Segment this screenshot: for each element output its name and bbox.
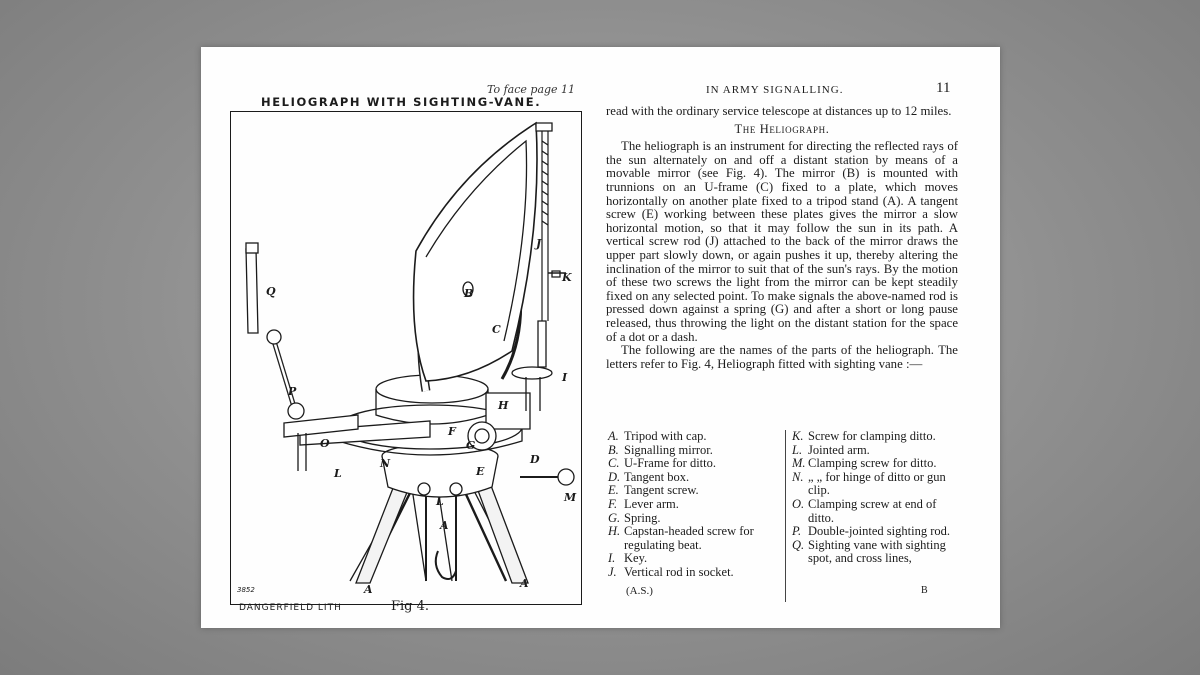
text-page	[606, 47, 966, 628]
svg-text:M: M	[564, 491, 577, 504]
svg-text:D: D	[530, 453, 540, 466]
running-head: IN ARMY SIGNALLING.	[706, 84, 844, 96]
section-heading: The Heliograph.	[734, 121, 830, 136]
signature-mark: (A.S.)	[626, 585, 653, 597]
svg-text:E: E	[476, 465, 485, 478]
parts-column-right	[792, 430, 962, 566]
figure-plate	[201, 47, 601, 628]
part-item: H. Capstan-headed screw for regulating beat.	[608, 524, 754, 552]
part-item: Q. Sighting vane with sighting spot, and cross lines,	[792, 537, 946, 566]
body-text	[606, 105, 958, 371]
svg-text:Q: Q	[266, 285, 276, 298]
figure-caption: Fig 4.	[391, 599, 430, 614]
heliograph-illustration	[230, 111, 582, 605]
svg-text:A: A	[364, 583, 373, 596]
part-item: I. Key.	[608, 551, 648, 566]
svg-text:L: L	[334, 467, 342, 480]
svg-text:L: L	[436, 495, 444, 508]
part-item: A. Tripod with cap.	[608, 429, 707, 443]
page-number: 11	[936, 80, 951, 96]
svg-text:F: F	[448, 425, 456, 438]
part-item: L. Jointed arm.	[792, 442, 870, 457]
paragraph-continuation: read with the ordinary service telescope at distances up to 12 miles.	[606, 104, 952, 118]
part-item: D. Tangent box.	[608, 469, 690, 484]
parts-column-left	[608, 430, 780, 580]
svg-text:I: I	[562, 371, 568, 384]
paragraph-heliograph: The heliograph is an instrument for directing the reflected rays of the sun alternately on and off a distant station by means of a movable mirror (see Fig. 4). The mirror (B) is mounted with trunnions on an U-frame (C) fixed to a plate, which moves horizontally on another plate fixed to a tripod stand (A). A tangent screw (E) working between these plates gives the mirror a slow horizontal motion, so that it may follow the sun in its path. A vertical screw rod (J) attached to the back of the mirror draws the upper part slowly down, or again pushes it up, thereby altering the inclination of the mirror to suit that of the sun's rays. By the motion of these two screws the light from the mirror can be kept steadily fixed on any selected point. To make signals the above-named rod is pressed down against a spring (G) and after a short or long pause released, thus throwing the light on the distant station for the space of a dot or a dash.	[606, 139, 958, 344]
column-divider	[785, 430, 786, 602]
svg-text:N: N	[380, 457, 391, 470]
part-item: J. Vertical rod in socket.	[608, 564, 734, 579]
part-item: E. Tangent screw.	[608, 483, 699, 498]
lithographer-credit: DANGERFIELD LITH	[239, 603, 342, 613]
part-item: F. Lever arm.	[608, 496, 679, 511]
paragraph-parts-intro: The following are the names of the parts of the heliograph. The letters refer to Fig. 4, Heliograph fitted with sighting vane :—	[606, 343, 958, 371]
part-item: N. „ „ for hinge of ditto or gun clip.	[792, 469, 946, 498]
svg-text:P: P	[288, 385, 297, 398]
book-spread	[201, 47, 1000, 628]
svg-text:C: C	[492, 323, 501, 336]
part-item: C. U-Frame for ditto.	[608, 456, 716, 471]
part-item: B. Signalling mirror.	[608, 442, 713, 457]
plate-note: To face page 11	[487, 83, 576, 96]
svg-text:K: K	[562, 271, 572, 284]
svg-text:A: A	[520, 577, 529, 590]
gathering-mark: B	[921, 585, 928, 596]
part-item: O. Clamping screw at end of ditto.	[792, 496, 937, 525]
plate-title: HELIOGRAPH WITH SIGHTING-VANE.	[261, 95, 542, 109]
svg-text:O: O	[320, 437, 330, 450]
svg-text:G: G	[466, 439, 476, 452]
svg-text:B: B	[464, 287, 474, 300]
part-item: M. Clamping screw for ditto.	[792, 456, 937, 471]
parts-list	[606, 430, 962, 600]
plate-number: 3852	[237, 586, 255, 594]
svg-text:H: H	[498, 399, 509, 412]
part-item: P. Double-jointed sighting rod.	[792, 524, 950, 539]
svg-text:J: J	[536, 237, 542, 250]
part-item: G. Spring.	[608, 510, 661, 525]
part-item: K. Screw for clamping ditto.	[792, 429, 936, 443]
svg-text:A: A	[440, 519, 449, 532]
